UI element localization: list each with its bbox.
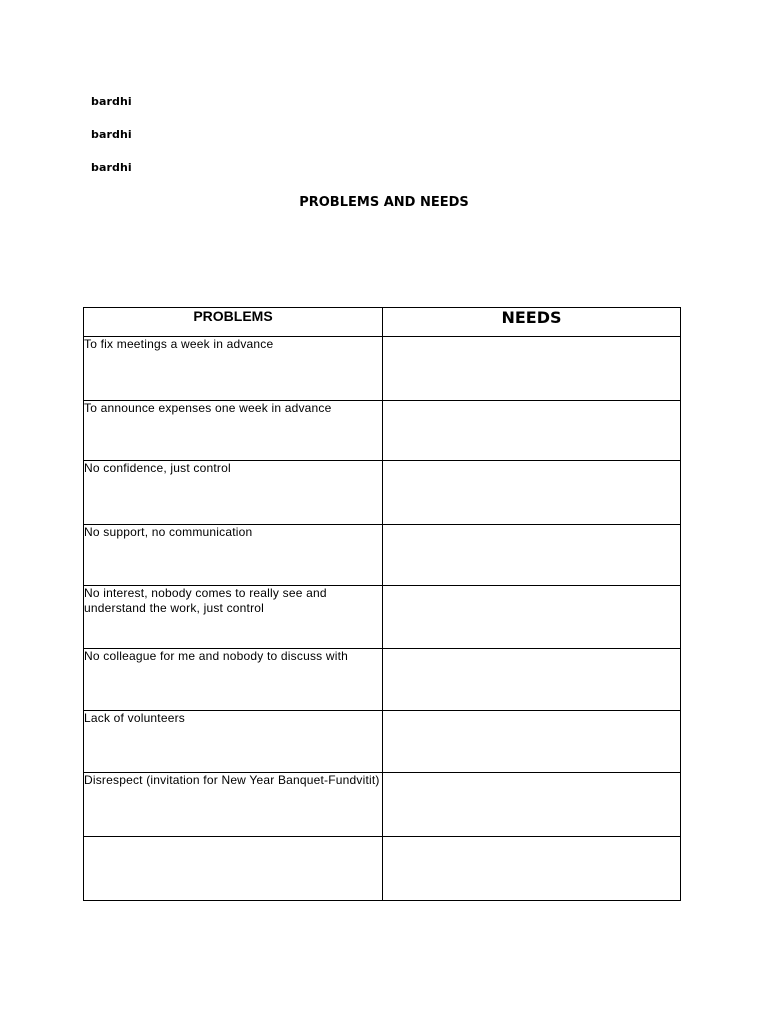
- page-title: PROBLEMS AND NEEDS: [299, 195, 469, 210]
- table-row: [84, 401, 681, 461]
- need-cell: [383, 773, 681, 837]
- problem-cell: Lack of volunteers: [84, 711, 383, 773]
- problem-cell: Disrespect (invitation for New Year Banquet-Fundvitit): [84, 773, 383, 837]
- header-line-3: bardhi: [91, 161, 132, 174]
- need-cell: [383, 649, 681, 711]
- header-line-1: bardhi: [91, 95, 132, 108]
- need-cell: [383, 837, 681, 901]
- table-row: [84, 837, 681, 901]
- table-row: [84, 586, 681, 649]
- problem-cell: No support, no communication: [84, 525, 383, 586]
- need-cell: [383, 337, 681, 401]
- problem-cell: No confidence, just control: [84, 461, 383, 525]
- need-cell: [383, 525, 681, 586]
- problem-cell: To announce expenses one week in advance: [84, 401, 383, 461]
- problem-cell: [84, 837, 383, 901]
- table-row: [84, 337, 681, 401]
- header-line-2: bardhi: [91, 128, 132, 141]
- table-row: [84, 461, 681, 525]
- table-header-row: [84, 308, 681, 337]
- table-row: [84, 649, 681, 711]
- table-row: [84, 525, 681, 586]
- needs-column-header: NEEDS: [383, 308, 681, 337]
- table-row: [84, 773, 681, 837]
- need-cell: [383, 461, 681, 525]
- problem-cell: To fix meetings a week in advance: [84, 337, 383, 401]
- problems-column-header: PROBLEMS: [84, 308, 383, 337]
- problems-needs-table: [83, 307, 681, 901]
- need-cell: [383, 401, 681, 461]
- need-cell: [383, 711, 681, 773]
- need-cell: [383, 586, 681, 649]
- problem-cell: No colleague for me and nobody to discuss with: [84, 649, 383, 711]
- table-row: [84, 711, 681, 773]
- problem-cell: No interest, nobody comes to really see and understand the work, just control: [84, 586, 383, 649]
